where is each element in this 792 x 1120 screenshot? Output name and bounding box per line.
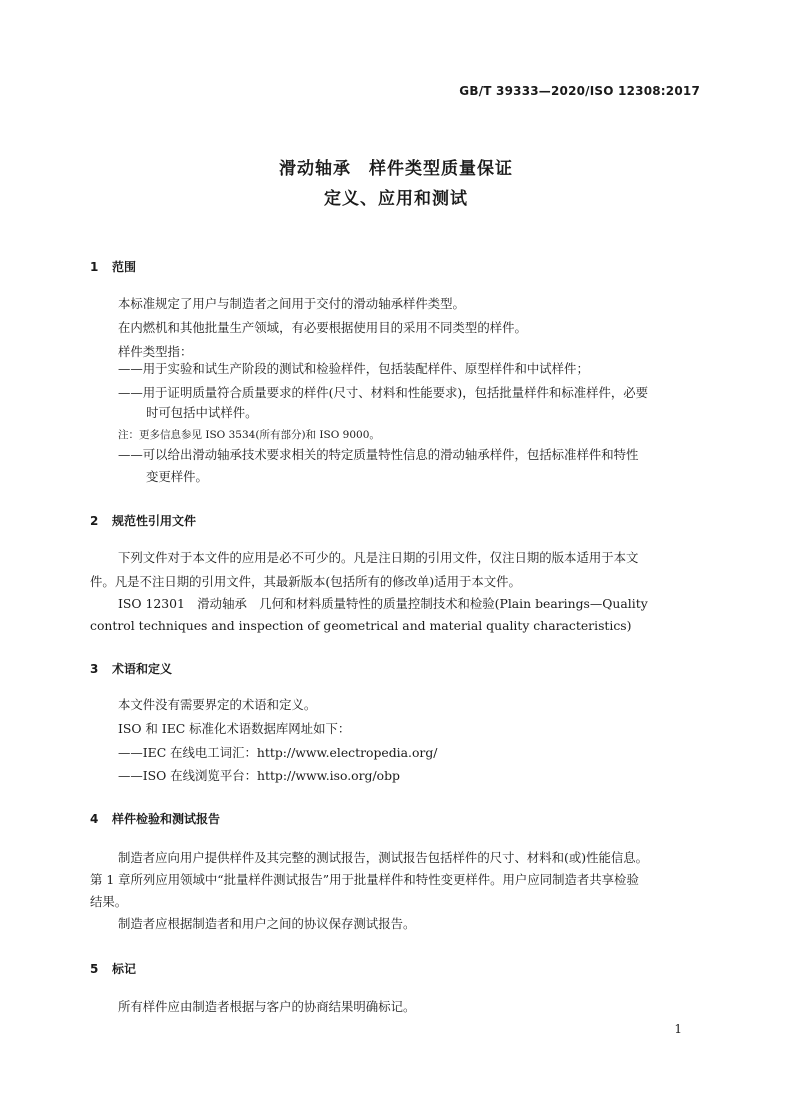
list-item-continuation: 变更样件。 [146,469,208,484]
paragraph: 所有样件应由制造者根据与客户的协商结果明确标记。 [118,999,416,1014]
document-title-line1: 滑动轴承 样件类型质量保证 [279,159,513,179]
paragraph-continuation: 第 1 章所列应用领域中“批量样件测试报告”用于批量样件和特性变更样件。用户应同制造者共享检验 [90,872,639,887]
section-number: 2 [90,514,99,528]
standard-code: GB/T 39333—2020/ISO 12308:2017 [459,84,700,98]
document-title-line2: 定义、应用和测试 [324,189,468,209]
section-number: 3 [90,662,99,676]
paragraph: 制造者应向用户提供样件及其完整的测试报告，测试报告包括样件的尺寸、材料和(或)性能信息。 [118,850,649,865]
list-item: ——IEC 在线电工词汇：http://www.electropedia.org/ [118,745,438,760]
normative-reference-continuation: control techniques and inspection of geometrical and material quality characteristics) [90,618,632,633]
section-3-heading [90,660,172,677]
paragraph: 样件类型指： [118,344,193,359]
normative-reference: ISO 12301 滑动轴承 几何和材料质量特性的质量控制技术和检验(Plain bearings—Quality [118,596,648,611]
section-title: 术语和定义 [112,662,173,676]
section-1-heading [90,258,136,275]
section-number: 5 [90,962,99,976]
paragraph: 在内燃机和其他批量生产领域，有必要根据使用目的采用不同类型的样件。 [118,320,527,335]
paragraph: 本标准规定了用户与制造者之间用于交付的滑动轴承样件类型。 [118,296,465,311]
page-number: 1 [674,1022,682,1036]
section-title: 标记 [112,962,137,976]
list-item-continuation: 时可包括中试样件。 [146,405,258,420]
paragraph: 下列文件对于本文件的应用是必不可少的。凡是注日期的引用文件，仅注日期的版本适用于本文 [118,550,639,565]
paragraph-continuation: 件。凡是不注日期的引用文件，其最新版本(包括所有的修改单)适用于本文件。 [90,574,521,589]
paragraph: 制造者应根据制造者和用户之间的协议保存测试报告。 [118,916,416,931]
section-title: 规范性引用文件 [112,514,197,528]
section-title: 范围 [112,260,137,274]
list-item: ——用于实验和试生产阶段的测试和检验样件，包括装配样件、原型样件和中试样件； [118,361,589,376]
paragraph: 本文件没有需要界定的术语和定义。 [118,697,317,712]
note: 注：更多信息参见 ISO 3534(所有部分)和 ISO 9000。 [118,429,380,441]
list-item: ——ISO 在线浏览平台：http://www.iso.org/obp [118,768,400,783]
section-number: 4 [90,812,99,826]
section-2-heading [90,512,196,529]
section-4-heading [90,810,220,827]
section-title: 样件检验和测试报告 [112,812,221,826]
list-item: ——用于证明质量符合质量要求的样件(尺寸、材料和性能要求)，包括批量样件和标准样件，必要 [118,385,649,400]
section-5-heading [90,960,136,977]
list-item: ——可以给出滑动轴承技术要求相关的特定质量特性信息的滑动轴承样件，包括标准样件和特性 [118,447,639,462]
paragraph: ISO 和 IEC 标准化术语数据库网址如下： [118,721,351,736]
section-number: 1 [90,260,99,274]
paragraph-continuation: 结果。 [90,894,128,909]
